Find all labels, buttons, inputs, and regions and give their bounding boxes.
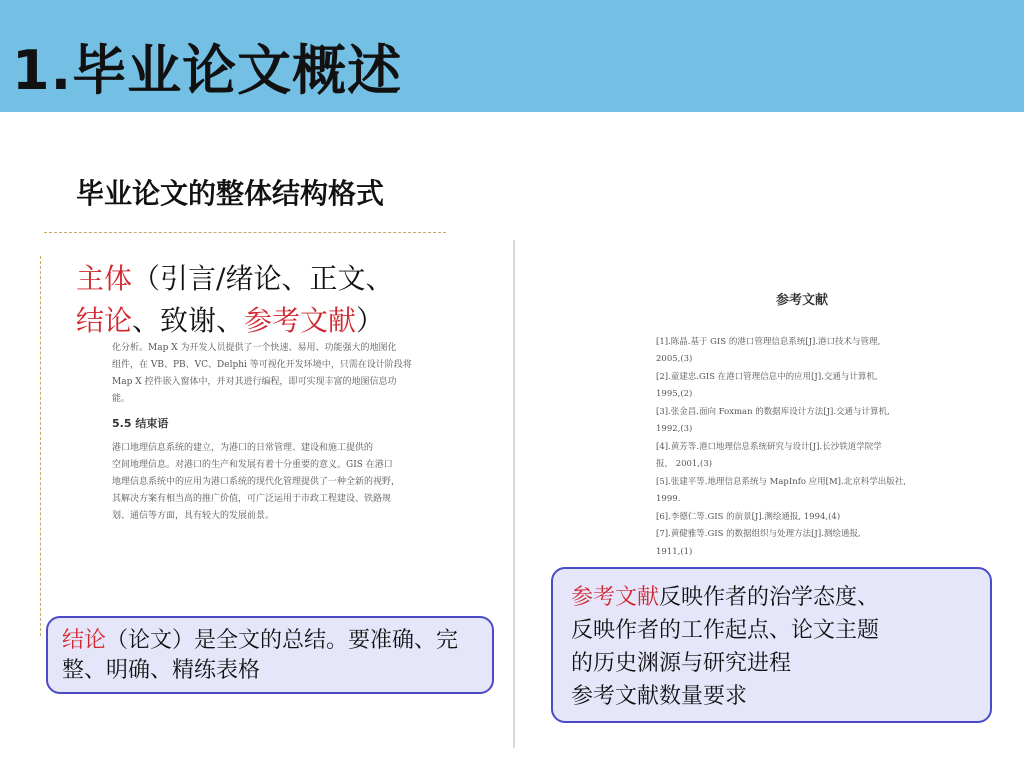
excerpt-line: 组件，在 VB、PB、VC、Delphi 等可视化开发环境中，只需在设计阶段将: [112, 360, 412, 370]
callout-conclusion-label: 结论: [62, 628, 107, 653]
structure-conclusion-label: 结论: [76, 304, 133, 337]
reference-line: [4].黄芳等.港口地理信息系统研究与设计[J].长沙铁道学院学: [656, 441, 882, 452]
dashed-divider-vertical: [40, 256, 41, 636]
reference-line: [6].李德仁等.GIS 的前景[J].测绘通报, 1994,(4): [656, 511, 841, 522]
excerpt-line: 地理信息系统中的应用为港口系统的现代化管理提供了一种全新的视野，: [112, 477, 401, 487]
column-divider: [513, 240, 515, 748]
slide-title: 1.毕业论文概述: [12, 39, 403, 102]
excerpt-line: 空间地理信息。对港口的生产和发展有着十分重要的意义。GIS 在港口: [112, 460, 393, 470]
thesis-conclusion-excerpt: [112, 340, 457, 525]
excerpt-line: 港口地理信息系统的建立，为港口的日常管理、建设和施工提供的: [112, 443, 374, 453]
references-callout: [551, 567, 992, 723]
conclusion-callout: [46, 616, 494, 694]
excerpt-line: 划、通信等方面，具有较大的发展前景。: [112, 511, 275, 521]
excerpt-line: 其解决方案有相当高的推广价值，可广泛运用于市政工程建设、铁路规: [112, 494, 392, 504]
excerpt-line: Map X 控件嵌入窗体中，并对其进行编程，即可实现丰富的地图信息功: [112, 377, 397, 387]
dashed-divider-horizontal: [44, 232, 446, 233]
reference-line: 1992,(3): [656, 424, 693, 434]
section-subtitle: 毕业论文的整体结构格式: [76, 177, 385, 210]
excerpt-line: 化分析。Map X 为开发人员提供了一个快速、易用、功能强大的地图化: [112, 343, 397, 353]
reference-line: [3].张金昌.面向 Foxman 的数据库设计方法[J].交通与计算机,: [656, 406, 890, 417]
reference-line: 1999.: [656, 494, 681, 504]
reference-line: 2005,(3): [656, 354, 693, 364]
structure-thanks: 、致谢、: [132, 304, 245, 337]
reference-line: [1].陈晶.基于 GIS 的港口管理信息系统[J].港口技术与管理,: [656, 336, 881, 347]
structure-main-label: 主体: [76, 262, 133, 295]
reference-line: 1995,(2): [656, 389, 693, 399]
references-title: 参考文献: [775, 293, 828, 308]
callout-references-label: 参考文献: [571, 585, 660, 610]
callout-line: 的历史渊源与研究进程: [571, 651, 792, 676]
structure-main-items: （引言/绪论、正文、: [132, 262, 394, 295]
reference-line: [5].张建平等.地理信息系统与 MapInfo 应用[M].北京科学出版社,: [656, 476, 906, 487]
callout-line: 反映作者的工作起点、论文主题: [571, 618, 880, 643]
callout-line: 参考文献数量要求: [571, 684, 748, 709]
title-bar: [0, 0, 1024, 112]
reference-line: [2].童建忠.GIS 在港口管理信息中的应用[J].交通与计算机,: [656, 371, 878, 382]
excerpt-line: 能。: [112, 394, 131, 404]
references-excerpt: [656, 292, 972, 561]
structure-close: ）: [356, 304, 385, 337]
structure-references-label: 参考文献: [244, 304, 357, 337]
structure-text: [76, 258, 476, 342]
callout-line: 反映作者的治学态度、: [659, 585, 880, 610]
excerpt-section-heading: 5.5 结束语: [112, 417, 169, 430]
reference-line: [7].黄健雅等.GIS 的数据组织与处理方法[J].测绘通报,: [656, 529, 861, 539]
reference-line: 报， 2001,(3): [656, 459, 713, 469]
reference-line: 1911,(1): [656, 546, 693, 557]
callout-conclusion-text: （论文）是全文的总结。要准确、完整、明确、精练表格: [62, 628, 459, 683]
